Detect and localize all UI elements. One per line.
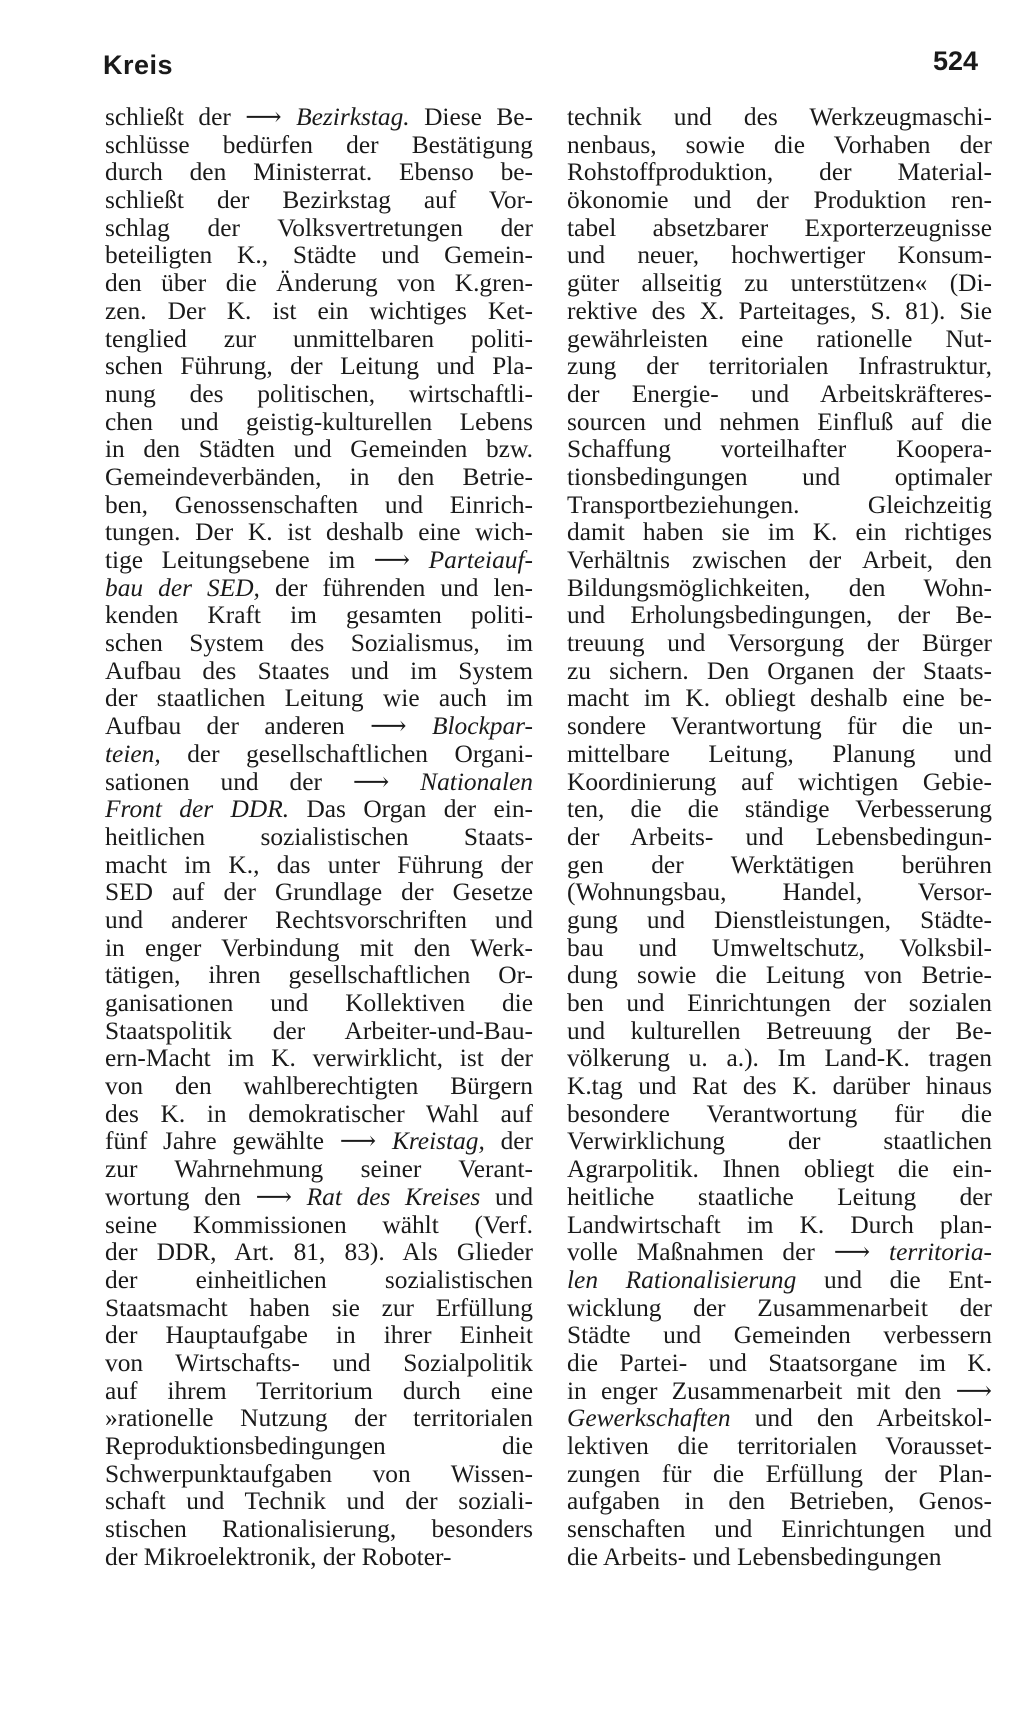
text-line — [105, 824, 533, 852]
text-line — [567, 1322, 992, 1350]
text-segment: schließt der Bezirkstag auf Vor- — [105, 186, 533, 215]
text-line — [105, 713, 533, 741]
text-segment: stischen Rationalisierung, besonders — [105, 1515, 533, 1544]
text-line — [105, 796, 533, 824]
text-line — [105, 630, 533, 658]
text-line — [567, 575, 992, 603]
text-segment: seine Kommissionen wählt (Verf. — [105, 1210, 533, 1239]
text-segment: Reproduktionsbedingungen die — [105, 1432, 533, 1460]
text-segment: tionsbedingungen und optimaler — [567, 462, 992, 491]
text-segment: der staatlichen Leitung wie auch im — [105, 684, 533, 713]
text-line — [567, 492, 992, 520]
text-segment: chen und geistig-kulturellen Lebens — [105, 407, 533, 436]
text-line — [105, 1322, 533, 1350]
text-line — [567, 1018, 992, 1046]
text-segment: und Erholungsbedingungen, der Be- — [567, 601, 992, 630]
text-segment: durch den Ministerrat. Ebenso be- — [105, 158, 533, 187]
text-segment: völkerung u. a.). Im Land-K. tragen — [567, 1044, 992, 1073]
text-line — [567, 1239, 992, 1267]
text-segment: rektive des X. Parteitages, S. 81). Sie — [567, 296, 992, 325]
text-line — [567, 1156, 992, 1184]
text-line — [105, 409, 533, 437]
text-line — [567, 602, 992, 630]
cross-reference-term: Nationalen — [420, 767, 533, 796]
text-line — [567, 1378, 992, 1406]
text-line — [567, 990, 992, 1018]
text-segment: und neuer, hochwertiger Konsum- — [567, 241, 992, 270]
text-line — [105, 1378, 533, 1406]
text-line — [567, 796, 992, 824]
cross-reference-arrow: ⟶ — [955, 1376, 992, 1405]
text-segment: die Arbeits- und Lebensbedingungen — [567, 1542, 942, 1571]
text-segment: mittelbare Leitung, Planung und — [567, 739, 992, 768]
text-line — [567, 104, 992, 132]
text-segment: und kulturellen Betreuung der Be- — [567, 1016, 992, 1045]
text-segment: Schwerpunktaufgaben von Wissen- — [105, 1459, 533, 1488]
text-line — [567, 1045, 992, 1073]
text-line — [105, 519, 533, 547]
text-segment: wicklung der Zusammenarbeit der — [567, 1293, 992, 1322]
text-segment: und die Ent- — [796, 1265, 992, 1294]
text-line — [567, 1184, 992, 1212]
text-line — [105, 547, 533, 575]
text-line — [567, 879, 992, 907]
text-segment: zung der territorialen Infrastruktur, — [567, 352, 992, 381]
text-line — [567, 824, 992, 852]
text-segment: gen der Werktätigen berühren — [567, 850, 992, 879]
text-segment: Staatspolitik der Arbeiter-und-Bau- — [105, 1016, 533, 1045]
text-line — [567, 1350, 992, 1378]
text-segment: der — [484, 1127, 533, 1156]
text-segment: und den Arbeitskol- — [730, 1404, 992, 1433]
cross-reference-term: Gewerkschaften — [567, 1404, 731, 1433]
text-segment: lektiven die territorialen Vorausset- — [567, 1432, 992, 1460]
text-line — [567, 1267, 992, 1295]
cross-reference-arrow: ⟶ — [370, 712, 432, 741]
text-line — [567, 519, 992, 547]
text-line — [105, 1488, 533, 1516]
text-segment: des K. in demokratischer Wahl auf — [105, 1099, 533, 1128]
text-segment: zungen für die Erfüllung der Plan- — [567, 1459, 992, 1488]
text-line — [105, 1461, 533, 1489]
text-segment: und — [480, 1182, 534, 1211]
text-line — [105, 1295, 533, 1323]
text-line — [567, 769, 992, 797]
text-segment: gewährleisten eine rationelle Nut- — [567, 324, 992, 353]
text-line — [105, 741, 533, 769]
text-line — [105, 685, 533, 713]
cross-reference-term: teien, — [105, 739, 161, 768]
text-segment: den über die Änderung von K.gren- — [105, 269, 533, 298]
text-segment: schlag der Volksvertretungen der — [105, 213, 533, 242]
text-line — [567, 381, 992, 409]
text-segment: der Arbeits- und Lebensbedingun- — [567, 822, 992, 851]
text-line — [567, 159, 992, 187]
text-segment: besondere Verantwortung für die — [567, 1099, 992, 1128]
text-line — [105, 1073, 533, 1101]
text-segment: Städte und Gemeinden verbessern — [567, 1321, 992, 1350]
text-segment: Agrarpolitik. Ihnen obliegt die ein- — [567, 1155, 992, 1184]
text-line — [567, 270, 992, 298]
text-segment: nung des politischen, wirtschaftli- — [105, 379, 533, 408]
text-segment: schließt der — [105, 103, 246, 131]
cross-reference-arrow: ⟶ — [373, 546, 429, 574]
text-column-right — [567, 104, 992, 1571]
cross-reference-arrow: ⟶ — [255, 1182, 307, 1211]
text-line — [105, 1405, 533, 1433]
text-line — [105, 907, 533, 935]
text-segment: treuung und Versorgung der Bürger — [567, 629, 992, 658]
text-line — [105, 1212, 533, 1240]
text-line — [105, 242, 533, 270]
text-line — [105, 1350, 533, 1378]
text-segment: ökonomie und der Produktion ren- — [567, 186, 992, 215]
text-line — [567, 1073, 992, 1101]
text-line — [105, 962, 533, 990]
text-line — [567, 1461, 992, 1489]
text-line — [567, 741, 992, 769]
text-segment: in enger Verbindung mit den Werk- — [105, 933, 533, 962]
text-segment: Landwirtschaft im K. Durch plan- — [567, 1210, 992, 1239]
text-segment: in den Städten und Gemeinden bzw. — [105, 435, 533, 464]
text-line — [105, 159, 533, 187]
text-segment: Schaffung vorteilhafter Koopera- — [567, 435, 992, 464]
text-segment: technik und des Werkzeugmaschi- — [567, 103, 992, 131]
text-line — [105, 436, 533, 464]
text-line — [567, 852, 992, 880]
text-line — [567, 132, 992, 160]
text-line — [105, 270, 533, 298]
text-segment: nenbaus, sowie die Vorhaben der — [567, 130, 992, 159]
cross-reference-term: Bezirkstag. — [296, 103, 410, 131]
text-segment: ganisationen und Kollektiven die — [105, 989, 533, 1017]
text-line — [567, 1544, 992, 1572]
text-segment: Verwirklichung der staatlichen — [567, 1127, 992, 1156]
text-line — [567, 409, 992, 437]
text-line — [105, 769, 533, 797]
text-segment: der Mikroelektronik, der Roboter- — [105, 1542, 452, 1571]
text-line — [567, 215, 992, 243]
text-segment: auf ihrem Territorium durch eine — [105, 1376, 533, 1405]
text-segment: macht im K. obliegt deshalb eine be- — [567, 684, 992, 713]
text-line — [567, 1516, 992, 1544]
text-segment: güter allseitig zu unterstützen« (Di- — [567, 269, 992, 298]
text-segment: von den wahlberechtigten Bürgern — [105, 1072, 533, 1101]
text-line — [105, 1239, 533, 1267]
text-line — [567, 630, 992, 658]
text-segment: Transportbeziehungen. Gleichzeitig — [567, 490, 992, 519]
text-line — [567, 907, 992, 935]
text-segment: Rohstoffproduktion, der Material- — [567, 158, 992, 187]
text-segment: von Wirtschafts- und Sozialpolitik — [105, 1348, 533, 1377]
cross-reference-term: Kreistag, — [391, 1127, 485, 1156]
text-segment: sondere Verantwortung für die un- — [567, 712, 992, 741]
text-segment: sourcen und nehmen Einfluß auf die — [567, 407, 992, 436]
text-segment: volle Maßnahmen der — [567, 1238, 834, 1267]
text-segment: beteiligten K., Städte und Gemein- — [105, 241, 533, 270]
text-segment: der führenden und len- — [259, 573, 533, 602]
page-number: 524 — [932, 46, 978, 76]
text-segment: Das Organ der ein- — [289, 795, 534, 824]
text-line — [105, 1128, 533, 1156]
text-segment: Diese Be- — [409, 103, 533, 131]
text-segment: wortung den — [105, 1182, 256, 1211]
text-segment: ern-Macht im K. verwirklicht, ist der — [105, 1044, 533, 1073]
cross-reference-term: len Rationalisierung — [567, 1265, 797, 1294]
cross-reference-arrow: ⟶ — [339, 1127, 392, 1156]
running-head-keyword: Kreis — [103, 50, 174, 80]
text-line — [105, 1156, 533, 1184]
text-segment: zu sichern. Den Organen der Staats- — [567, 656, 992, 685]
text-segment: tätigen, ihren gesellschaftlichen Or- — [105, 961, 533, 990]
text-line — [567, 1405, 992, 1433]
text-segment: schen System des Sozialismus, im — [105, 629, 533, 658]
text-line — [567, 1433, 992, 1461]
text-line — [567, 298, 992, 326]
text-segment: der gesellschaftlichen Organi- — [160, 739, 533, 768]
text-line — [105, 1267, 533, 1295]
text-segment: senschaften und Einrichtungen und — [567, 1515, 992, 1544]
text-segment: gung und Dienstleistungen, Städte- — [567, 905, 992, 934]
text-line — [105, 602, 533, 630]
cross-reference-arrow: ⟶ — [833, 1238, 890, 1267]
text-line — [105, 298, 533, 326]
text-line — [567, 685, 992, 713]
text-segment: kenden Kraft im gesamten politi- — [105, 601, 533, 630]
text-segment: Aufbau des Staates und im System — [105, 656, 533, 685]
text-line — [567, 1295, 992, 1323]
text-segment: der Hauptaufgabe in ihrer Einheit — [105, 1321, 533, 1350]
text-line — [567, 326, 992, 354]
text-segment: in enger Zusammenarbeit mit den — [567, 1376, 956, 1405]
text-line — [105, 1516, 533, 1544]
text-line — [105, 104, 533, 132]
text-segment: Bildungsmöglichkeiten, den Wohn- — [567, 573, 992, 602]
text-line — [567, 187, 992, 215]
text-segment: schaft und Technik und der soziali- — [105, 1487, 533, 1516]
text-line — [105, 1018, 533, 1046]
text-segment: dung sowie die Leitung von Betrie- — [567, 961, 992, 990]
text-segment: bau und Umweltschutz, Volksbil- — [567, 933, 992, 962]
text-line — [567, 1128, 992, 1156]
text-segment: tige Leitungsebene im — [105, 546, 374, 574]
text-line — [105, 935, 533, 963]
text-segment: (Wohnungsbau, Handel, Versor- — [567, 878, 992, 907]
text-line — [567, 1488, 992, 1516]
text-segment: die Partei- und Staatsorgane im K. — [567, 1348, 992, 1377]
cross-reference-term: territoria- — [889, 1238, 992, 1267]
text-segment: macht im K., das unter Führung der — [105, 850, 533, 879]
text-segment: Staatsmacht haben sie zur Erfüllung — [105, 1293, 533, 1322]
cross-reference-term: bau der SED, — [105, 573, 260, 602]
text-segment: zen. Der K. ist ein wichtiges Ket- — [105, 296, 533, 325]
text-line — [105, 1433, 533, 1461]
text-line — [567, 962, 992, 990]
text-segment: heitlichen sozialistischen Staats- — [105, 822, 533, 851]
text-segment: schlüsse bedürfen der Bestätigung — [105, 130, 533, 159]
text-line — [105, 381, 533, 409]
text-segment: K.tag und Rat des K. darüber hinaus — [567, 1072, 992, 1101]
text-line — [567, 547, 992, 575]
text-line — [105, 464, 533, 492]
text-line — [105, 492, 533, 520]
text-segment: heitliche staatliche Leitung der — [567, 1182, 992, 1211]
text-segment: ben und Einrichtungen der sozialen — [567, 989, 992, 1017]
text-line — [567, 935, 992, 963]
text-line — [105, 1045, 533, 1073]
text-line — [105, 132, 533, 160]
text-segment: der Energie- und Arbeitskräfteres- — [567, 379, 992, 408]
text-segment: SED auf der Grundlage der Gesetze — [105, 878, 533, 907]
text-segment: fünf Jahre gewählte — [105, 1127, 340, 1156]
text-line — [567, 464, 992, 492]
text-segment: zur Wahrnehmung seiner Verant- — [105, 1155, 533, 1184]
text-line — [567, 1212, 992, 1240]
text-line — [105, 1101, 533, 1129]
text-line — [105, 852, 533, 880]
text-line — [567, 658, 992, 686]
cross-reference-term: Rat des Kreises — [306, 1182, 481, 1211]
text-line — [567, 1101, 992, 1129]
text-segment: der DDR, Art. 81, 83). Als Glieder — [105, 1238, 533, 1267]
text-segment: tenglied zur unmittelbaren politi- — [105, 324, 533, 353]
text-line — [105, 353, 533, 381]
text-line — [105, 575, 533, 603]
text-line — [105, 1184, 533, 1212]
text-segment: schen Führung, der Leitung und Pla- — [105, 352, 533, 381]
text-segment: aufgaben in den Betrieben, Genos- — [567, 1487, 992, 1516]
text-segment: der einheitlichen sozialistischen — [105, 1265, 533, 1294]
text-segment: und anderer Rechtsvorschriften und — [105, 905, 533, 934]
text-line — [105, 990, 533, 1018]
cross-reference-arrow: ⟶ — [245, 103, 297, 131]
cross-reference-term: Parteiauf- — [428, 546, 534, 574]
text-segment: ten, die die ständige Verbesserung — [567, 795, 992, 824]
text-line — [105, 1544, 533, 1572]
text-column-left — [105, 104, 533, 1571]
text-segment: damit haben sie im K. ein richtiges — [567, 518, 992, 547]
text-line — [567, 353, 992, 381]
text-line — [567, 713, 992, 741]
text-line — [567, 436, 992, 464]
text-line — [105, 215, 533, 243]
text-segment: tabel absetzbarer Exporterzeugnisse — [567, 213, 992, 242]
text-segment: ben, Genossenschaften und Einrich- — [105, 490, 533, 519]
text-segment: »rationelle Nutzung der territorialen — [105, 1404, 533, 1433]
text-segment: Verhältnis zwischen der Arbeit, den — [567, 546, 992, 574]
text-segment: tungen. Der K. ist deshalb eine wich- — [105, 518, 533, 547]
text-line — [105, 187, 533, 215]
text-line — [105, 879, 533, 907]
text-line — [567, 242, 992, 270]
text-segment: sationen und der — [105, 767, 353, 796]
text-line — [105, 326, 533, 354]
text-line — [105, 658, 533, 686]
cross-reference-term: Front der DDR. — [105, 795, 290, 824]
cross-reference-term: Blockpar- — [431, 712, 533, 741]
text-segment: Aufbau der anderen — [105, 712, 371, 741]
cross-reference-arrow: ⟶ — [352, 767, 421, 796]
text-segment: Gemeindeverbänden, in den Betrie- — [105, 462, 533, 491]
text-segment: Koordinierung auf wichtigen Gebie- — [567, 767, 992, 796]
